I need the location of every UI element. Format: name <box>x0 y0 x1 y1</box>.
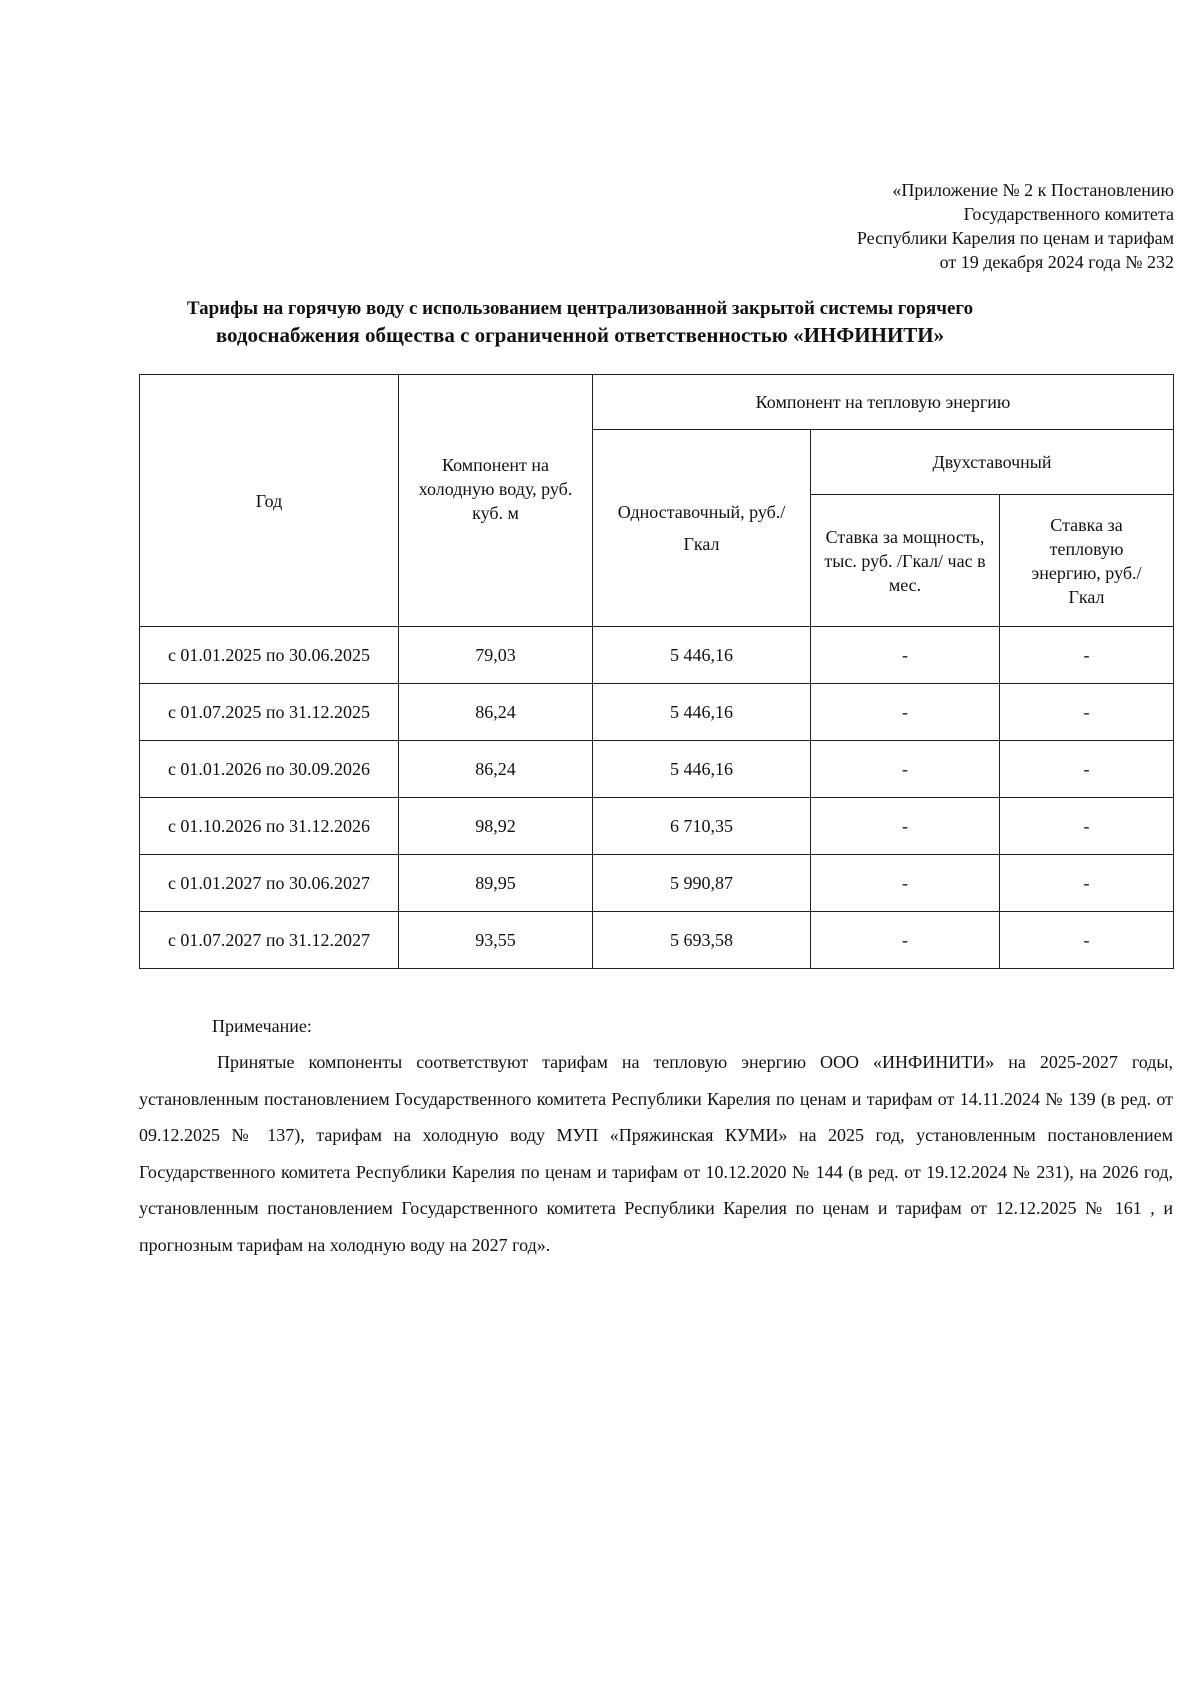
cell-cold-water: 93,55 <box>399 912 593 969</box>
tariff-table <box>139 374 1174 969</box>
cell-capacity: - <box>811 627 1000 684</box>
cell-one-part: 5 446,16 <box>593 741 811 798</box>
table-row <box>140 855 1174 912</box>
table-row <box>140 912 1174 969</box>
appendix-header-line: от 19 декабря 2024 года № 232 <box>939 252 1174 272</box>
header-heat-rate: Ставка за тепловую энергию, руб./Гкал <box>1000 495 1174 627</box>
header-cold-water: Компонент на холодную воду, руб. куб. м <box>399 375 593 627</box>
cell-period: с 01.01.2025 по 30.06.2025 <box>140 627 399 684</box>
cell-capacity: - <box>811 684 1000 741</box>
document-title-line: водоснабжения общества с ограниченной ответственностью «ИНФИНИТИ» <box>215 323 945 347</box>
note-text: Принятые компоненты соответствуют тарифам на тепловую энергию ООО «ИНФИНИТИ» на 2025-2027 годы, установленным постановлением Государственного комитета Республики Карелия по ценам и тарифам от 14.11.2024 № 139 (в ред. от 09.12.2025 № 137), тарифам на холодную воду МУП «Пряжинская КУМИ» на 2025 год, установленным постановлением Государственного комитета Республики Карелия по ценам и тарифам от 10.12.2020 № 144 (в ред. от 19.12.2024 № 231), на 2026 год, установленным постановлением Государственного комитета Республики Карелия по ценам и тарифам от 12.12.2025 № 161 , и прогнозным тарифам на холодную воду на 2027 год». <box>139 1052 1173 1255</box>
document-title <box>140 296 1020 348</box>
cell-capacity: - <box>811 798 1000 855</box>
cell-heat: - <box>1000 912 1174 969</box>
header-year: Год <box>140 375 399 627</box>
cell-period: с 01.01.2026 по 30.09.2026 <box>140 741 399 798</box>
appendix-header-line: «Приложение № 2 к Постановлению <box>892 180 1174 200</box>
cell-cold-water: 98,92 <box>399 798 593 855</box>
cell-capacity: - <box>811 855 1000 912</box>
cell-one-part: 5 446,16 <box>593 684 811 741</box>
cell-heat: - <box>1000 684 1174 741</box>
appendix-header <box>574 178 1174 274</box>
note-heading: Примечание: <box>212 1016 312 1036</box>
cell-capacity: - <box>811 741 1000 798</box>
cell-cold-water: 79,03 <box>399 627 593 684</box>
cell-heat: - <box>1000 855 1174 912</box>
header-two-part-rate: Двухставочный <box>811 430 1174 495</box>
cell-one-part: 5 990,87 <box>593 855 811 912</box>
header-thermal-component: Компонент на тепловую энергию <box>593 375 1174 430</box>
cell-one-part: 5 693,58 <box>593 912 811 969</box>
table-row <box>140 741 1174 798</box>
cell-heat: - <box>1000 741 1174 798</box>
cell-capacity: - <box>811 912 1000 969</box>
header-one-part-rate: Одноставочный, руб./Гкал <box>593 430 811 627</box>
document-title-line: Тарифы на горячую воду с использованием централизованной закрытой системы горячего <box>186 298 974 319</box>
cell-cold-water: 86,24 <box>399 684 593 741</box>
cell-cold-water: 86,24 <box>399 741 593 798</box>
cell-heat: - <box>1000 627 1174 684</box>
cell-period: с 01.07.2025 по 31.12.2025 <box>140 684 399 741</box>
cell-one-part: 6 710,35 <box>593 798 811 855</box>
cell-heat: - <box>1000 798 1174 855</box>
cell-period: с 01.10.2026 по 31.12.2026 <box>140 798 399 855</box>
cell-cold-water: 89,95 <box>399 855 593 912</box>
appendix-header-line: Государственного комитета <box>963 204 1174 224</box>
header-capacity-rate: Ставка за мощность, тыс. руб. /Гкал/ час в мес. <box>811 495 1000 627</box>
cell-period: с 01.01.2027 по 30.06.2027 <box>140 855 399 912</box>
cell-one-part: 5 446,16 <box>593 627 811 684</box>
cell-period: с 01.07.2027 по 31.12.2027 <box>140 912 399 969</box>
table-row <box>140 798 1174 855</box>
appendix-header-line: Республики Карелия по ценам и тарифам <box>856 228 1174 248</box>
table-row <box>140 627 1174 684</box>
table-row <box>140 684 1174 741</box>
